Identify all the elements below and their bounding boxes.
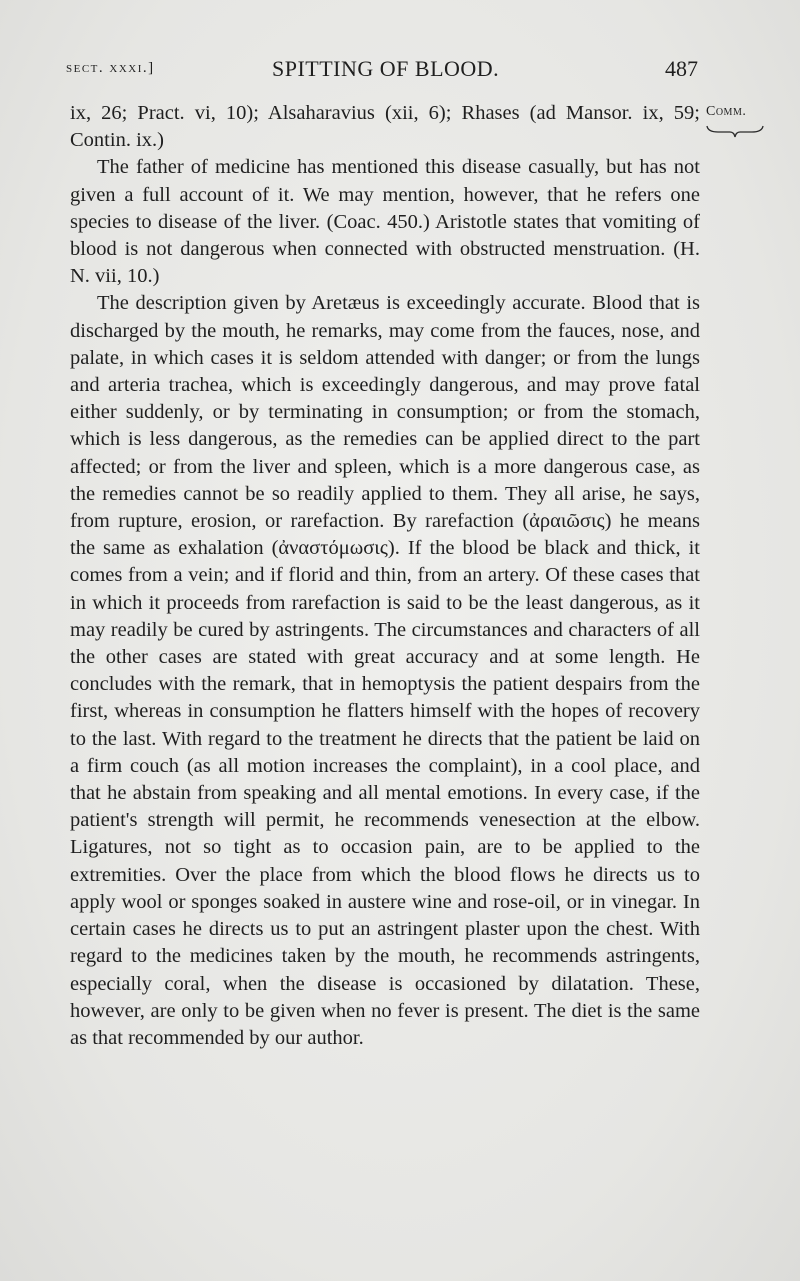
body-text xyxy=(70,100,700,1052)
margin-note: Comm. xyxy=(706,104,747,119)
margin-brace-icon xyxy=(706,124,764,138)
paragraph: The father of medicine has mentioned this disease casually, but has not given a full account of it. We may mention, however, that he refers one species to disease of the liver. (Coac. 450.) Aristotle states that vomiting of blood is not dangerous when connected with obstructed menstruation. (H. N. vii, 10.) xyxy=(70,156,700,288)
running-header xyxy=(66,56,698,86)
section-label: sect. xxxi.] xyxy=(66,60,155,76)
page-title: SPITTING OF BLOOD. xyxy=(272,56,500,81)
paragraph-continued: ix, 26; Pract. vi, 10); Alsaharavius (xii, 6); Rhases (ad Mansor. ix, 59; Contin. ix.) xyxy=(70,102,700,152)
paragraph: The description given by Aretæus is exceedingly accurate. Blood that is discharged by the mouth, he remarks, may come from the fauces, nose, and palate, in which cases it is seldom attended with danger; or from the lungs and arteria trachea, which is exceedingly dangerous, and may prove fatal either suddenly, or by terminating in consumption; or from the stomach, which is less dangerous, as the remedies can be applied direct to the part affected; or from the liver and spleen, which is a more dangerous case, as the remedies cannot be so readily applied to them. They all arise, he says, from rupture, erosion, or rarefaction. By rarefaction (ἀραιῶσις) he means the same as exhalation (ἀναστόμωσις). If the blood be black and thick, it comes from a vein; and if florid and thin, from an artery. Of these cases that in which it proceeds from rarefaction is said to be the least dangerous, as it may readily be cured by astringents. The circumstances and characters of all the other cases are stated with great accuracy and at some length. He concludes with the remark, that in hemoptysis the patient despairs from the first, whereas in consumption he flatters himself with the hopes of recovery to the last. With regard to the treatment he directs that the patient be laid on a firm couch (as all motion increases the complaint), in a cool place, and that he abstain from speaking and all mental emotions. In every case, if the patient's strength will permit, he recommends venesection at the elbow. Ligatures, not so tight as to occasion pain, are to be applied to the extremities. Over the place from which the blood flows he directs us to apply wool or sponges soaked in austere wine and rose-oil, or in vinegar. In certain cases he directs us to put an astringent plaster upon the chest. With regard to the medicines taken by the mouth, he recommends astringents, especially coral, when the disease is occasioned by dilatation. These, however, are only to be given when no fever is present. The diet is the same as that recommended by our author. xyxy=(70,292,700,1049)
page-number: 487 xyxy=(665,56,698,81)
